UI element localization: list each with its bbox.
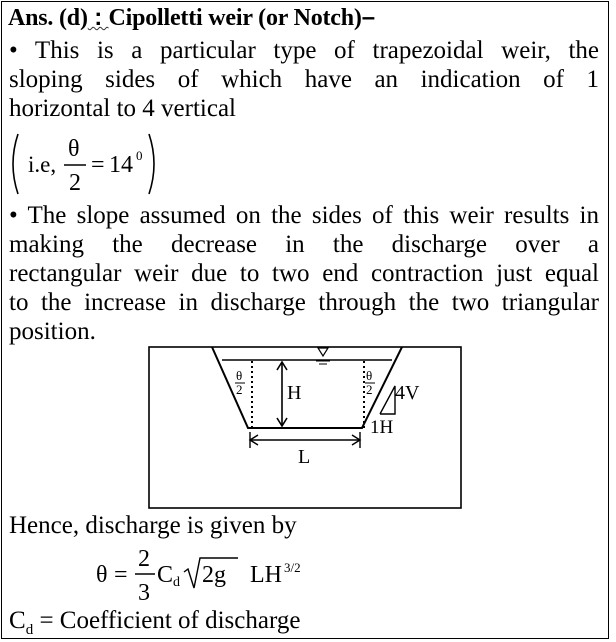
ie-text: i.e,	[28, 152, 57, 177]
theta-numerator: θ	[68, 136, 80, 162]
right-paren	[149, 134, 154, 194]
horizontal-ratio-label: 1H	[370, 417, 394, 438]
heading-colon: :	[87, 4, 109, 31]
water-level-symbol	[318, 348, 328, 356]
paragraph-2-line: making the decrease in the discharge over a	[9, 231, 599, 258]
coef-sub: d	[173, 575, 180, 590]
slope-triangle	[380, 386, 395, 414]
coef-c: C	[157, 562, 174, 588]
answer-heading	[8, 4, 375, 32]
paragraph-1-line: sloping sides of which have an indication of 1	[9, 66, 599, 93]
degree-superscript: 0	[136, 148, 143, 163]
right-angle-den: 2	[366, 382, 373, 397]
paragraph-2-line: position.	[9, 318, 96, 345]
angle-equation	[6, 130, 166, 200]
two-denominator: 2	[69, 170, 81, 196]
left-paren	[13, 134, 18, 194]
cd-subscript: d	[25, 622, 34, 638]
equals-sign: =	[91, 152, 105, 178]
frac-num: 2	[138, 546, 150, 572]
left-angle-den: 2	[236, 382, 243, 397]
answer-label: Ans. (d)	[8, 5, 88, 31]
sqrt-content: 2g	[202, 562, 226, 588]
eq-exponent: 3/2	[284, 560, 301, 575]
heading-title: Cipolletti weir (or Notch)	[108, 5, 362, 31]
heading-dash: –	[361, 4, 375, 31]
cd-symbol: C	[9, 607, 26, 634]
paragraph-2-line: • The slope assumed on the sides of this weir results in	[9, 202, 599, 229]
cipolletti-weir-diagram	[148, 344, 464, 512]
hence-text: Hence, discharge is given by	[9, 512, 297, 539]
frac-den: 3	[138, 580, 150, 606]
paragraph-1-line: horizontal to 4 vertical	[9, 95, 237, 122]
paragraph-1-line: • This is a particular type of trapezoidal weir, the	[9, 37, 599, 64]
left-angle-num: θ	[236, 368, 243, 383]
vertical-ratio-label: 4V	[395, 382, 420, 404]
discharge-equation	[92, 542, 332, 608]
paragraph-1	[9, 36, 599, 123]
cd-text: = Coefficient of discharge	[33, 607, 301, 634]
right-angle-num: θ	[366, 368, 373, 383]
paragraph-2	[9, 201, 599, 346]
coefficient-definition	[9, 607, 300, 639]
paragraph-2-line: to the increase in discharge through the two triangular	[9, 289, 599, 316]
angle-value: 14	[109, 152, 133, 178]
eq-var: LH	[250, 562, 282, 588]
eq-lhs: θ	[96, 562, 108, 588]
paragraph-2-line: rectangular weir due to two end contraction just equal	[9, 260, 599, 287]
eq-equals: =	[114, 562, 128, 588]
length-label: L	[298, 446, 311, 468]
height-label: H	[287, 382, 302, 404]
